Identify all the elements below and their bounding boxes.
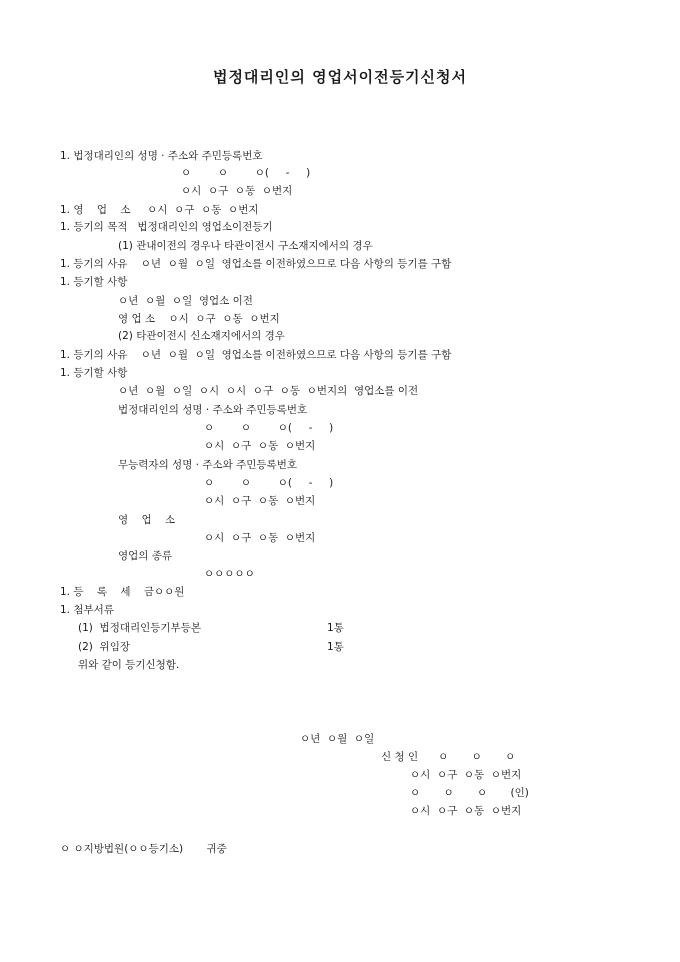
- document-title: 법정대리인의 영업서이전등기신청서: [212, 68, 468, 86]
- text-line: (1) 법정대리인등기부등본: [78, 622, 201, 634]
- text-line: 위와 같이 등기신청함.: [78, 659, 180, 671]
- text-line: 1통: [327, 622, 344, 634]
- text-line: 1통: [327, 641, 344, 653]
- text-line: ㅇ시 ㅇ구 ㅇ동 ㅇ번지: [204, 495, 316, 507]
- text-line: 법정대리인의 성명 · 주소와 주민등록번호: [118, 404, 308, 416]
- text-line: ㅇㅇㅇㅇㅇ: [204, 568, 255, 580]
- text-line: 1. 첨부서류: [60, 604, 114, 616]
- text-line: ㅇ시 ㅇ구 ㅇ동 ㅇ번지: [204, 532, 316, 544]
- text-line: 1. 등기의 사유 ㅇ년 ㅇ월 ㅇ일 영업소를 이전하였으므로 다음 사항의 등기를 구함: [60, 258, 452, 270]
- text-line: ㅇ시 ㅇ구 ㅇ동 ㅇ번지: [204, 440, 316, 452]
- text-line: (2) 위임장: [78, 641, 130, 653]
- text-line: ㅇ년 ㅇ월 ㅇ일 ㅇ시 ㅇ시 ㅇ구 ㅇ동 ㅇ번지의 영업소를 이전: [118, 385, 419, 397]
- text-line: 1. 영 업 소 ㅇ시 ㅇ구 ㅇ동 ㅇ번지: [60, 204, 259, 216]
- text-line: 무능력자의 성명 · 주소와 주민등록번호: [118, 459, 297, 471]
- text-line: ㅇ년 ㅇ월 ㅇ일: [300, 733, 375, 745]
- text-line: ㅇ시 ㅇ구 ㅇ동 ㅇ번지: [181, 185, 293, 197]
- text-line: 1. 법정대리인의 성명 · 주소와 주민등록번호: [60, 150, 263, 162]
- text-line: ㅇ ㅇ ㅇ( - ): [181, 167, 311, 179]
- text-line: 영업의 종류: [118, 550, 173, 562]
- text-line: ㅇ시 ㅇ구 ㅇ동 ㅇ번지: [410, 769, 522, 781]
- text-line: 1. 등기의 목적 법정대리인의 영업소이전등기: [60, 221, 273, 233]
- text-line: 1. 등기할 사항: [60, 276, 128, 288]
- text-line: 1. 등기의 사유 ㅇ년 ㅇ월 ㅇ일 영업소를 이전하였으므로 다음 사항의 등기를 구함: [60, 349, 452, 361]
- text-line: ㅇ ㅇ ㅇ( - ): [204, 477, 334, 489]
- text-line: (2) 타관이전시 신소재지에서의 경우: [118, 330, 285, 342]
- text-line: ㅇ ㅇ ㅇ (인): [410, 787, 529, 799]
- text-line: ㅇ시 ㅇ구 ㅇ동 ㅇ번지: [410, 805, 522, 817]
- text-line: 영 업 소 ㅇ시 ㅇ구 ㅇ동 ㅇ번지: [118, 313, 280, 325]
- text-line: 영 업 소: [118, 514, 176, 526]
- text-line: 1. 등 록 세 금ㅇㅇ원: [60, 586, 185, 598]
- text-line: 1. 등기할 사항: [60, 367, 128, 379]
- text-line: ㅇ ㅇ ㅇ( - ): [204, 422, 334, 434]
- text-line: 신 청 인 ㅇ ㅇ ㅇ: [381, 751, 516, 763]
- text-line: (1) 관내이전의 경우나 타관이전시 구소재지에서의 경우: [118, 240, 373, 252]
- text-line: ㅇ ㅇ지방법원(ㅇㅇ등기소) 귀중: [60, 843, 227, 855]
- text-line: ㅇ년 ㅇ월 ㅇ일 영업소 이전: [118, 295, 253, 307]
